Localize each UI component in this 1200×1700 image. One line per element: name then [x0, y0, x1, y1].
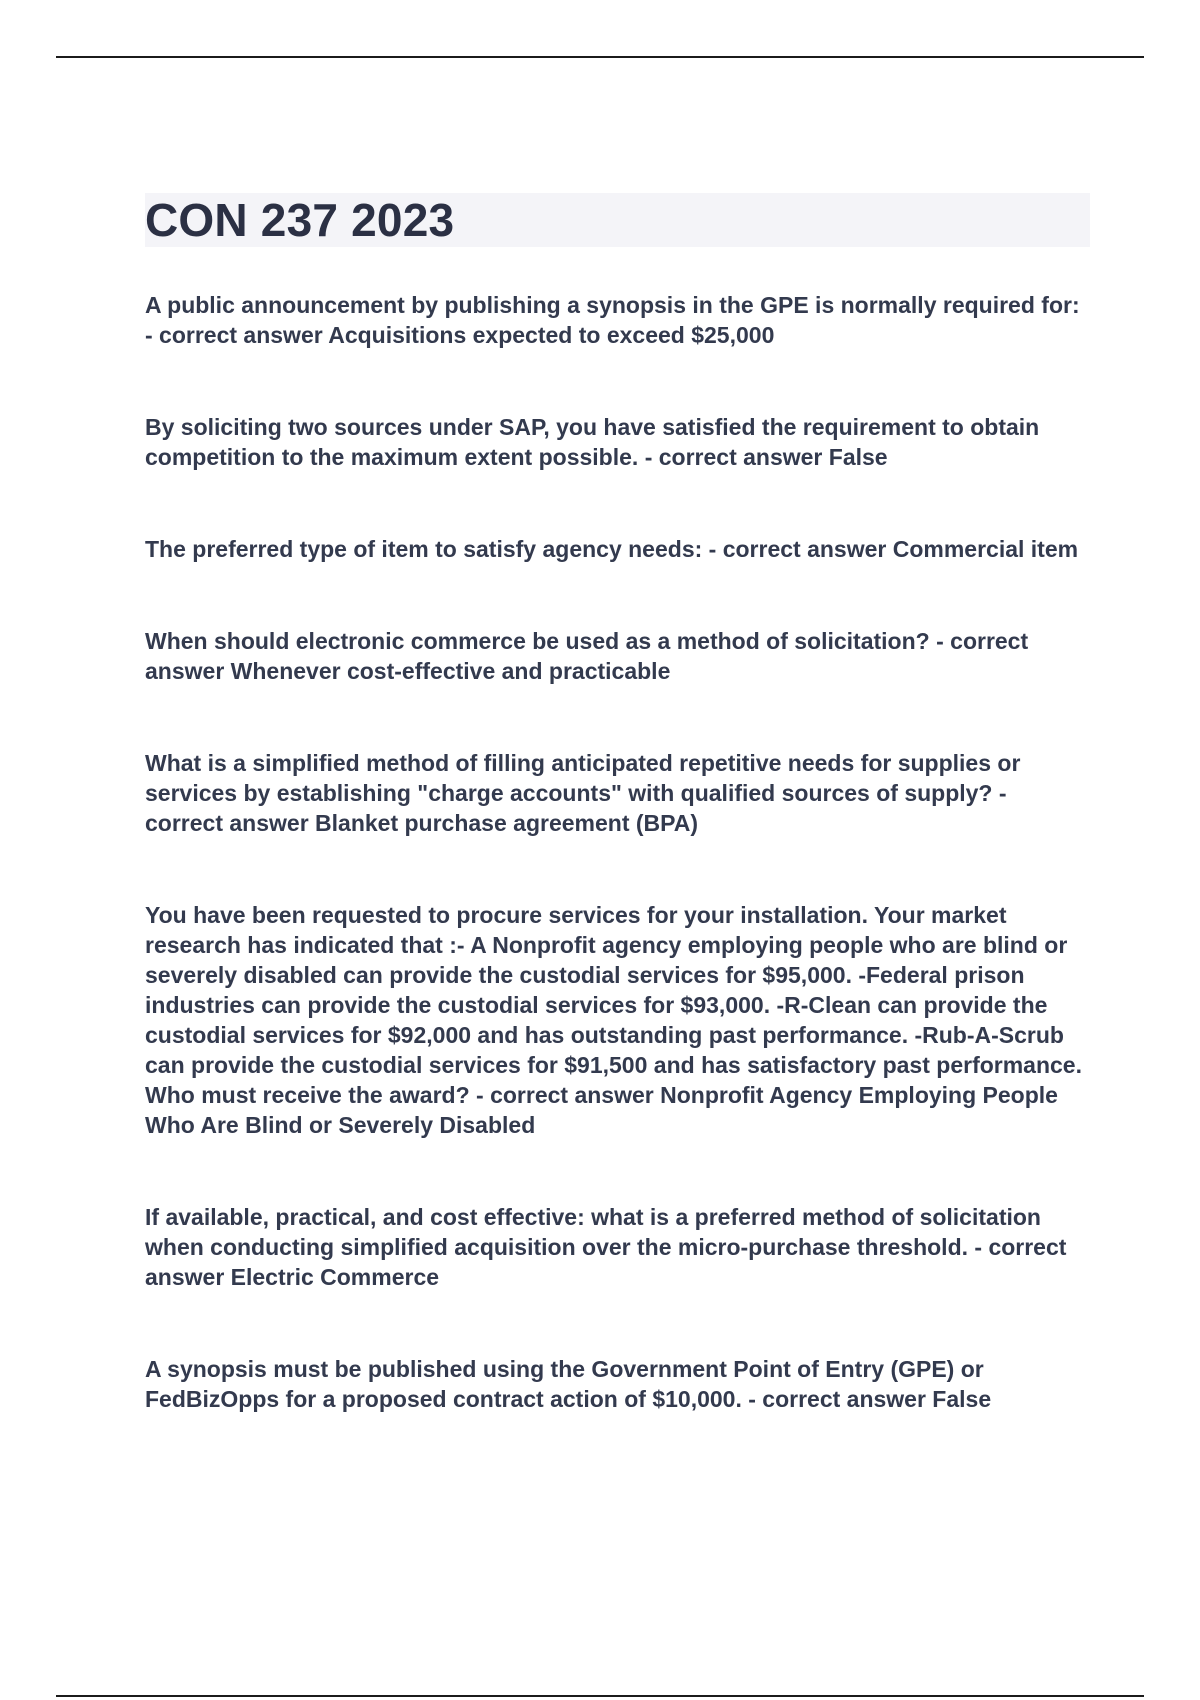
qa-item-1: A public announcement by publishing a synopsis in the GPE is normally required for: - correct answer Acquisitions expected to exceed $25,000 — [145, 292, 1080, 348]
qa-item-3: The preferred type of item to satisfy agency needs: - correct answer Commercial item — [145, 536, 1079, 562]
qa-item-2: By soliciting two sources under SAP, you have satisfied the requirement to obtain competition to the maximum extent possible. - correct answer False — [145, 414, 1040, 470]
qa-item-6: You have been requested to procure services for your installation. Your market research has indicated that :- A Nonprofit agency employing people who are blind or severely disabled can provide the custodial services for $95,000. -Federal prison industries can provide the custodial services for $93,000. -R-Clean can provide the custodial services for $92,000 and has outstanding past performance. -Rub-A-Scrub can provide the custodial services for $91,500 and has satisfactory past performance. Who must receive the award? - correct answer Nonprofit Agency Employing People Who Are Blind or Severely Disabled — [145, 902, 1082, 1138]
bottom-rule — [56, 1695, 1144, 1697]
qa-item-8: A synopsis must be published using the Government Point of Entry (GPE) or FedBizOpps for a proposed contract action of $10,000. - correct answer False — [145, 1356, 992, 1412]
title-band — [145, 193, 1090, 247]
document-body — [145, 193, 1090, 1414]
top-rule — [56, 56, 1144, 58]
qa-item-4: When should electronic commerce be used as a method of solicitation? - correct answer Whenever cost-effective and practicable — [145, 628, 1029, 684]
document-title: CON 237 2023 — [145, 194, 455, 246]
qa-item-7: If available, practical, and cost effective: what is a preferred method of solicitation when conducting simplified acquisition over the micro-purchase threshold. - correct answer Electric Commerce — [145, 1204, 1067, 1290]
qa-item-5: What is a simplified method of filling anticipated repetitive needs for supplies or services by establishing "charge accounts" with qualified sources of supply? - correct answer Blanket purchase agreement (BPA) — [145, 750, 1021, 836]
